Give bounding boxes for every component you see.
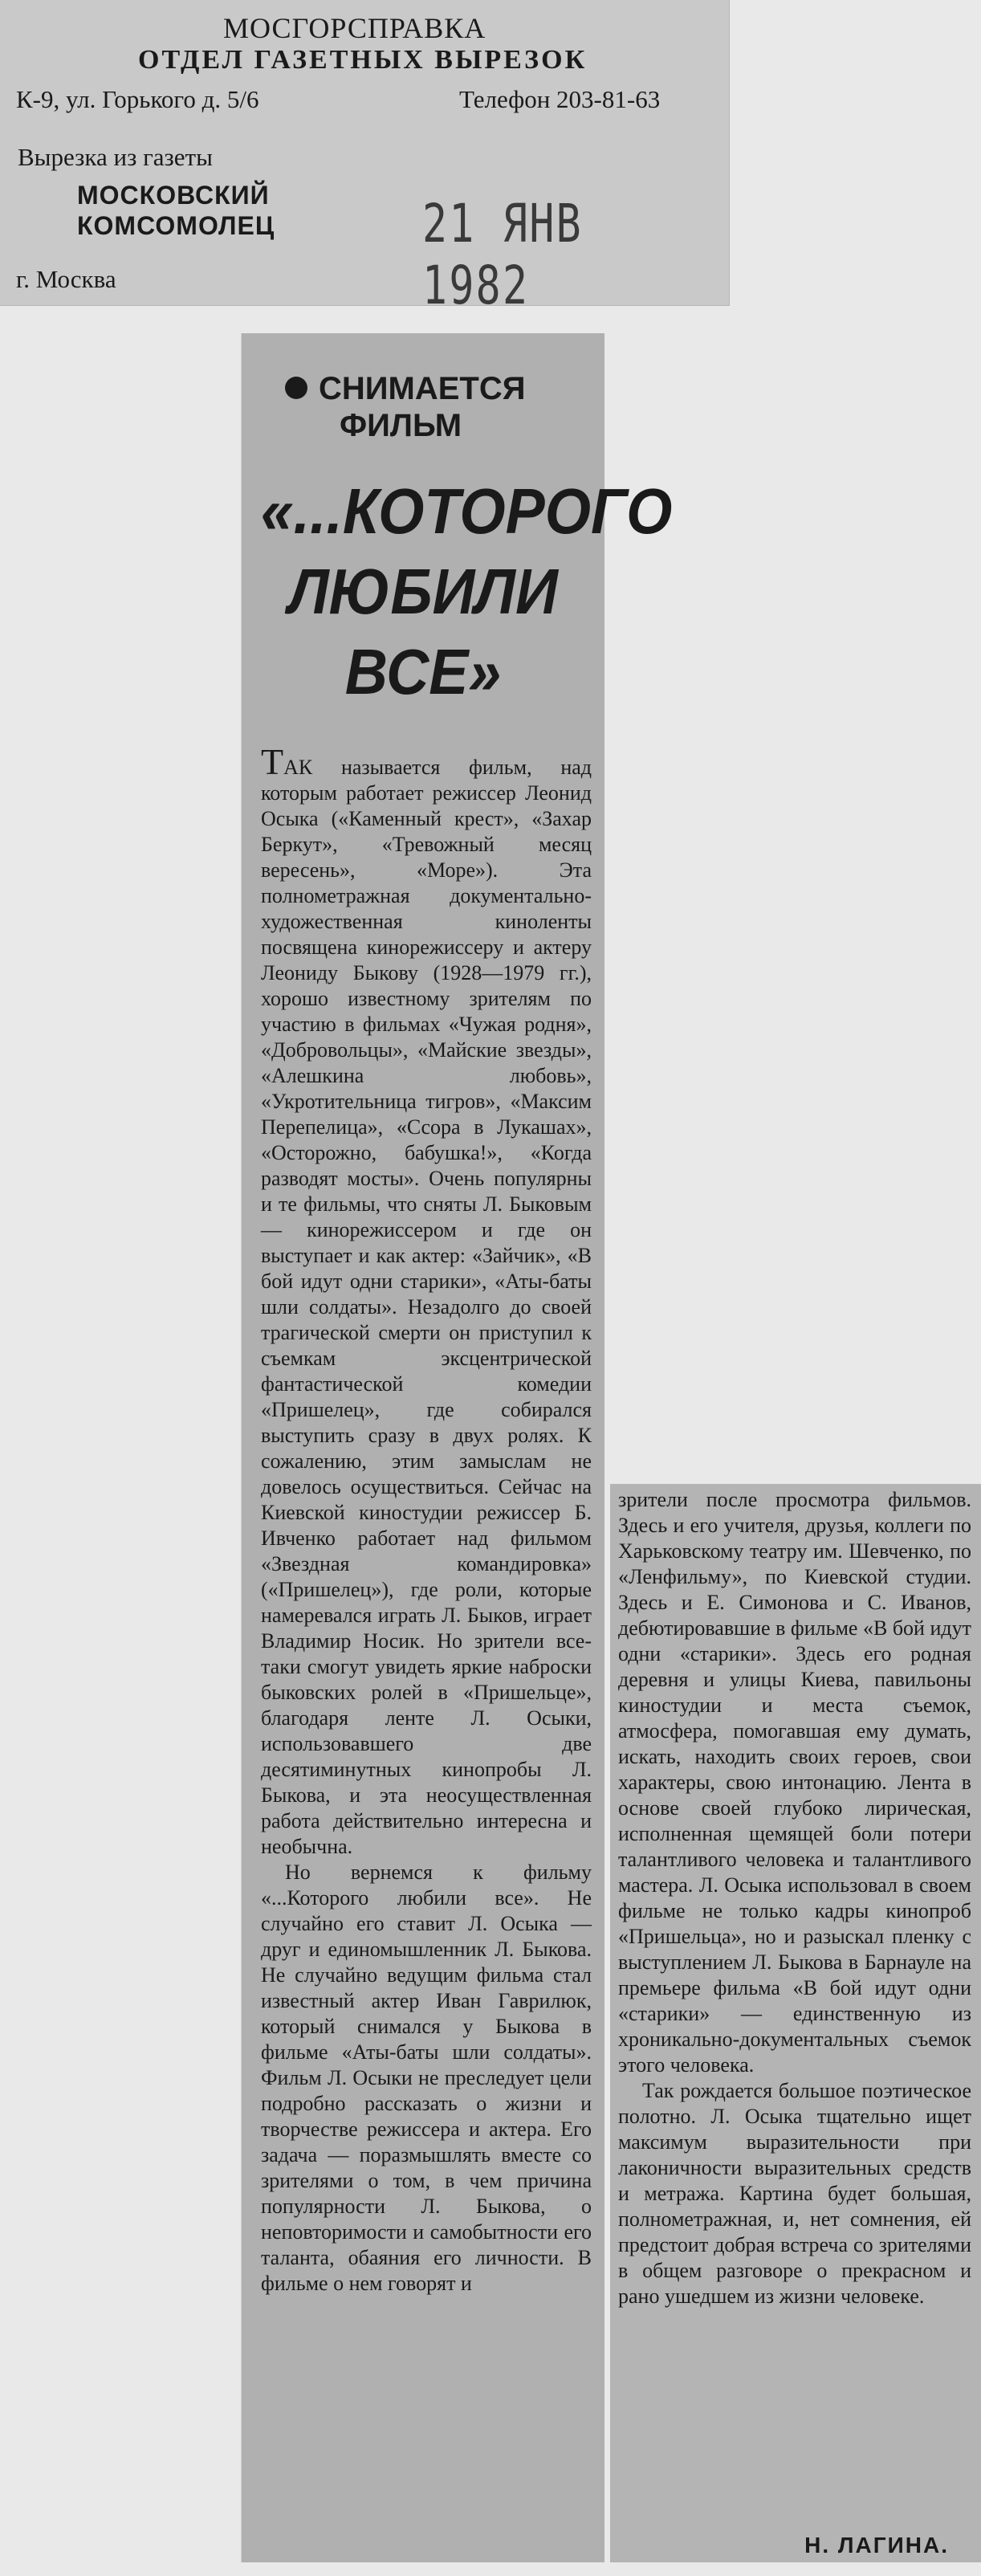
article-body-column1: [261, 741, 592, 2297]
article-clipping-main: [241, 333, 673, 2562]
article-rubric: [285, 370, 525, 444]
headline-line2: ЛЮБИЛИ: [288, 556, 558, 627]
author-signature: Н. ЛАГИНА.: [804, 2533, 949, 2558]
paragraph-4: Так рождается большое поэтическое полотно. Л. Осыка тщательно ищет максимум выразительности при лаконичности выразительных средств и метража. Картина будет большая, полнометражная, и, нет сомнения, ей предстоит добрая встреча со зрителями в общем разговоре о прекрасном и рано ушедшем из жизни человеке.: [618, 2079, 971, 2308]
headline-line1: «...КОТОРОГО: [260, 475, 673, 547]
newspaper-name: [77, 180, 275, 241]
paragraph-1: [261, 741, 592, 1860]
paragraph-2: Но вернемся к фильму «...Которого любили все». Не случайно его ставит Л. Осыка — друг и единомышленник Л. Быкова. Не случайно ведущим фильма стал известный актер Иван Гаврилюк, который снимался у Быкова в фильме «Аты-баты шли солдаты». Фильм Л. Осыки не преследует цели подробно рассказать о жизни и творчестве режиссера и актера. Его задача — поразмышлять вместе со зрителями о том, в чем причина популярности Л. Быкова, о неповторимости и самобытности его таланта, обаяния его личности. В фильме о нем говорят и: [261, 1861, 592, 2295]
city-label: г. Москва: [16, 265, 116, 293]
headline-line3: ВСЕ»: [344, 636, 502, 707]
bullet-icon: [285, 377, 307, 399]
archive-label-card: [0, 0, 730, 316]
article-clipping-continuation: [610, 1484, 981, 2562]
department-name: ОТДЕЛ ГАЗЕТНЫХ ВЫРЕЗОК: [138, 45, 588, 75]
newspaper-name-line2: КОМСОМОЛЕЦ: [77, 211, 275, 240]
agency-address: К-9, ул. Горького д. 5/6: [16, 85, 259, 113]
rubric-line2: ФИЛЬМ: [340, 408, 462, 443]
paragraph-3: зрители после просмотра фильмов. Здесь и его учителя, друзья, коллеги по Харьковскому театру им. Шевченко, по «Ленфильму», по Киевской студии. Здесь и Е. Симонова и С. Иванов, дебютировавшие в фильме «В бой идут одни «старики». Здесь его родная деревня и улицы Киева, павильоны киностудии и места съемок, атмосфера, помогавшая ему думать, искать, находить своих героев, свои характеры, свою интонацию. Лента в основе своей глубоко лирическая, исполненная щемящей боли потери талантливого человека и талантливого мастера. Л. Осыка использовал в своем фильме не только кадры кинопроб «Пришельца», но и разыскал пленку с выступлением Л. Быкова в Барнауле на премьере фильма «В бой идут одни «старики» — единственную из хроникально-документальных съемок этого человека.: [618, 1488, 971, 2077]
article-headline: [260, 471, 673, 712]
agency-phone: Телефон 203-81-63: [459, 85, 661, 113]
paragraph-1-text: АК называется фильм, над которым работает режиссер Леонид Осыка («Каменный крест», «Захар Беркут», «Тревожный месяц вересень», «Море»). Эта полнометражная документально-художественная киноленты посвящена кинорежиссеру и актеру Леониду Быкову (1928—1979 гг.), хорошо известному зрителям по участию в фильмах «Чужая родня», «Добровольцы», «Майские звезды», «Алешкина любовь», «Укротительница тигров», «Максим Перепелица», «Ссора в Лукашах», «Осторожно, бабушка!», «Когда разводят мосты». Очень популярны и те фильмы, что сняты Л. Быковым — кинорежиссером и где он выступает и как актер: «Зайчик», «В бой идут одни старики», «Аты-баты шли солдаты». Незадолго до своей трагической смерти он приступил к съемкам эксцентрической фантастической комедии «Пришелец», где собирался выступить сразу в двух ролях. К сожалению, этим замыслам не довелось осуществиться. Сейчас на Киевской киностудии режиссер Б. Ивченко работает над фильмом «Звездная командировка» («Пришелец»), где роли, которые намеревался играть Л. Быков, играет Владимир Носик. Но зрители все-таки смогут увидеть яркие наброски быковских ролей в «Пришельце», благодаря ленте Л. Осыки, использовавшего две десятиминутных кинопробы Л. Быкова, и эта неосуществленная работа действительно интересна и необычна.: [261, 756, 592, 1858]
newspaper-name-line1: МОСКОВСКИЙ: [77, 181, 270, 210]
rubric-line1: СНИМАЕТСЯ: [319, 371, 526, 406]
clip-source-label: Вырезка из газеты: [18, 143, 213, 171]
article-body-column2: [618, 1487, 971, 2309]
date-stamp: 21 ЯНВ 1982: [422, 193, 584, 316]
agency-name: МОСГОРСПРАВКА: [223, 12, 486, 44]
drop-cap: Т: [261, 741, 284, 782]
